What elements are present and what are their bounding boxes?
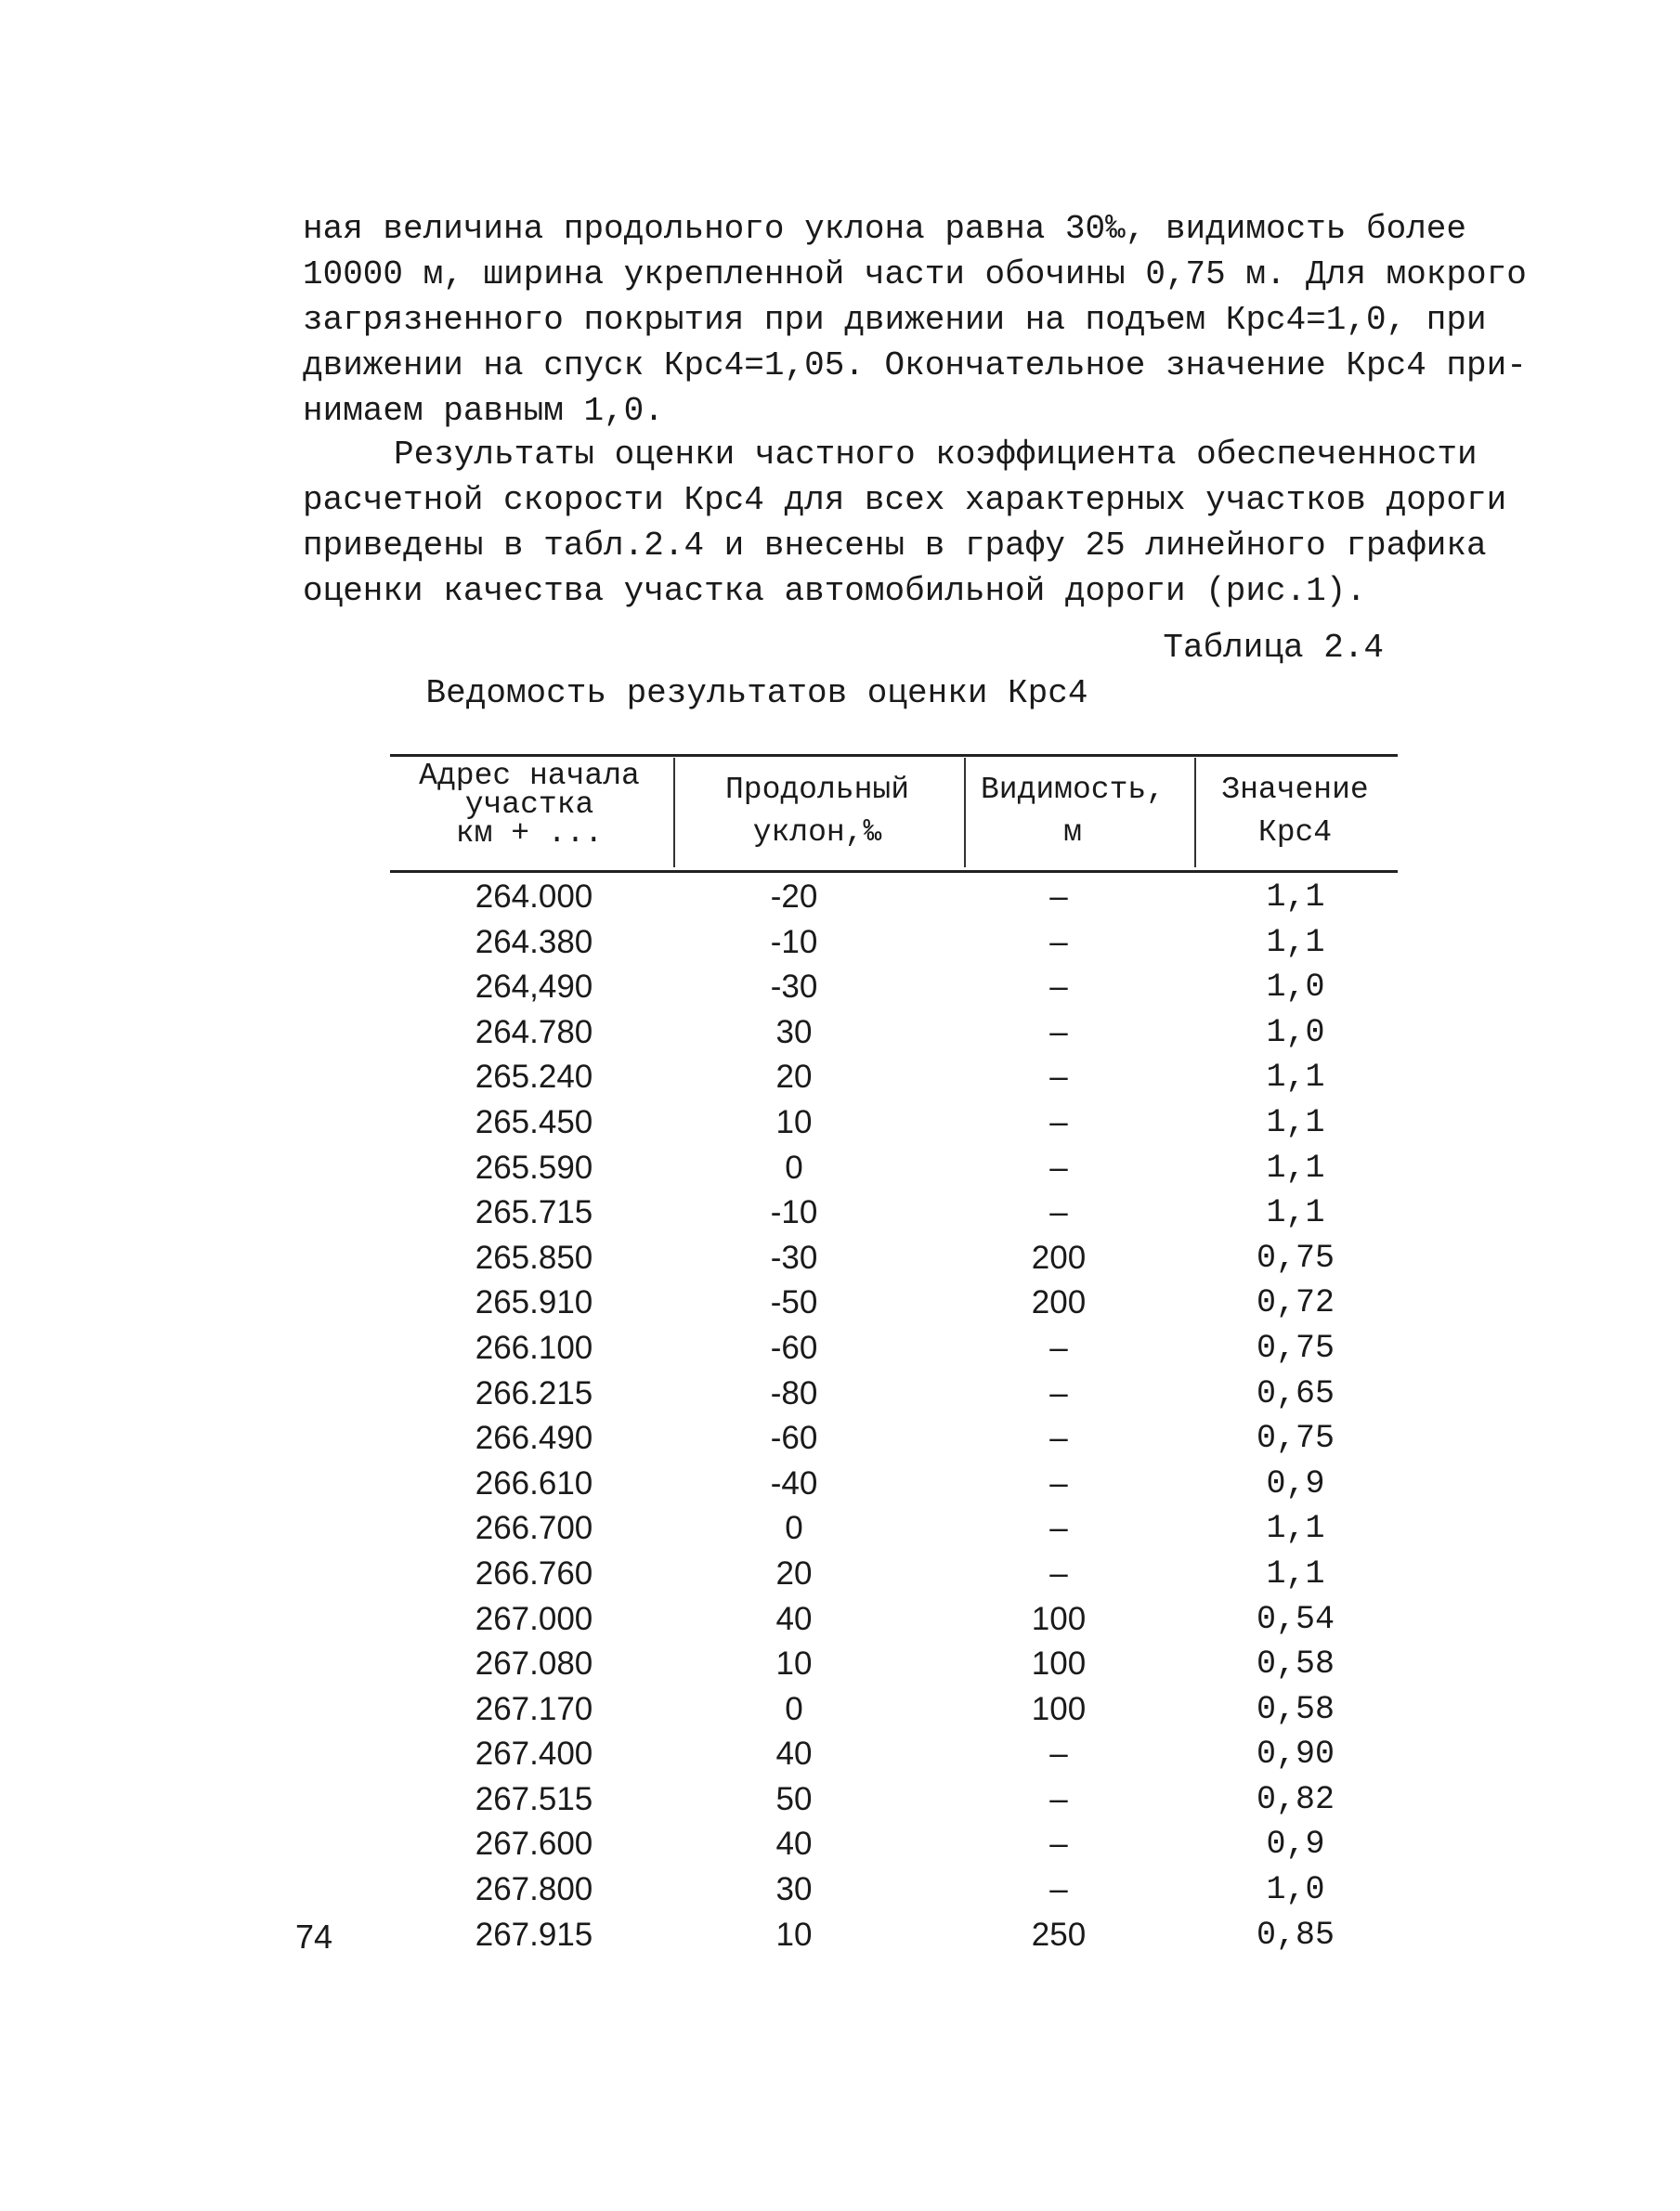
text-line: оценки качества участка автомобильной дороги (рис.1). [303,572,1366,610]
page-number: 74 [295,1918,333,1956]
text-line: ная величина продольного уклона равна 30‰, видимость более [303,210,1467,248]
paragraph-2 [303,432,1507,614]
cell-kpc: 1,1 [1266,1510,1325,1548]
cell-address: 264.780 [475,1013,593,1050]
table-row [390,1010,1398,1056]
cell-slope: 40 [775,1600,813,1637]
cell-visibility: – [1049,1871,1068,1908]
table-body [390,875,1398,1957]
header-text: Видимость, [980,773,1166,807]
cell-visibility: – [1049,1329,1068,1366]
cell-slope: 0 [785,1510,803,1547]
table-row [390,1732,1398,1777]
cell-address: 266.700 [475,1510,593,1547]
cell-address: 265.910 [475,1284,593,1321]
header-address [390,761,669,868]
cell-kpc: 0,72 [1256,1284,1335,1322]
cell-slope: 40 [775,1826,813,1863]
table-row [390,1055,1398,1100]
cell-kpc: 0,85 [1256,1916,1335,1954]
header-text: участка [464,787,594,822]
cell-address: 265.240 [475,1059,593,1096]
cell-kpc: 0,54 [1256,1600,1335,1638]
cell-slope: 0 [785,1690,803,1727]
table-row [390,1281,1398,1326]
cell-kpc: 1,0 [1266,1871,1325,1909]
cell-address: 267.600 [475,1826,593,1863]
cell-slope: 10 [775,1645,813,1683]
cell-visibility: – [1049,923,1068,960]
cell-kpc: 0,90 [1256,1736,1335,1774]
text-line: расчетной скорости Крс4 для всех характерных участков дороги [303,481,1507,519]
table-row [390,1462,1398,1507]
column-separator [1194,758,1196,867]
cell-address: 267.000 [475,1600,593,1637]
cell-kpc: 1,1 [1266,923,1325,961]
cell-slope: -50 [770,1284,818,1321]
table-title: Ведомость результатов оценки Крс4 [425,674,1088,712]
cell-slope: 40 [775,1736,813,1773]
table-row [390,1822,1398,1867]
table-row [390,875,1398,920]
cell-slope: -10 [770,923,818,960]
cell-address: 265.590 [475,1149,593,1186]
cell-visibility: – [1049,1013,1068,1050]
table-label: Таблица 2.4 [1163,629,1384,667]
text-line: Результаты оценки частного коэффициента обеспеченности [394,436,1478,474]
cell-address: 266.100 [475,1329,593,1366]
header-text: м [1063,815,1082,850]
header-text: Адрес начала [419,759,640,793]
cell-address: 267.400 [475,1736,593,1773]
cell-address: 264,490 [475,969,593,1006]
table-row [390,1597,1398,1643]
cell-address: 267.800 [475,1871,593,1908]
cell-slope: -20 [770,878,818,915]
header-text: Значение [1221,773,1369,807]
cell-kpc: 0,75 [1256,1420,1335,1458]
table-row [390,920,1398,966]
table-row [390,1506,1398,1552]
cell-slope: -80 [770,1374,818,1411]
cell-visibility: – [1049,1780,1068,1817]
cell-kpc: 0,65 [1256,1374,1335,1412]
cell-slope: -30 [770,969,818,1006]
cell-kpc: 0,9 [1266,1464,1325,1502]
cell-visibility: – [1049,878,1068,915]
header-text: уклон,‰ [752,815,882,850]
header-text: Крс4 [1257,815,1333,850]
cell-address: 266.760 [475,1554,593,1592]
cell-slope: 20 [775,1059,813,1096]
cell-address: 266.490 [475,1420,593,1457]
cell-slope: -60 [770,1329,818,1366]
cell-slope: 50 [775,1780,813,1817]
text-line: нимаем равным 1,0. [303,392,664,430]
cell-slope: -30 [770,1239,818,1276]
table-row [390,1236,1398,1281]
text-line: приведены в табл.2.4 и внесены в графу 25 линейного графика [303,527,1487,565]
header-kpc [1200,769,1390,876]
text-line: загрязненного покрытия при движении на подъем Крс4=1,0, при [303,301,1487,339]
cell-kpc: 1,1 [1266,1059,1325,1097]
cell-slope: 20 [775,1554,813,1592]
cell-address: 266.610 [475,1464,593,1502]
cell-address: 266.215 [475,1374,593,1411]
table-row [390,1777,1398,1823]
cell-visibility: – [1049,1149,1068,1186]
cell-address: 265.850 [475,1239,593,1276]
table-row [390,1642,1398,1687]
cell-slope: 30 [775,1013,813,1050]
cell-visibility: 100 [1031,1600,1087,1637]
cell-address: 265.450 [475,1103,593,1140]
cell-kpc: 0,58 [1256,1690,1335,1728]
table-row [390,1416,1398,1462]
cell-visibility: – [1049,1510,1068,1547]
table-header-rule [390,870,1398,873]
cell-kpc: 0,9 [1266,1826,1325,1864]
cell-kpc: 0,58 [1256,1645,1335,1684]
cell-address: 267.170 [475,1690,593,1727]
table-row [390,1100,1398,1146]
cell-address: 265.715 [475,1194,593,1231]
cell-kpc: 0,82 [1256,1780,1335,1818]
cell-visibility: – [1049,1826,1068,1863]
cell-visibility: – [1049,1374,1068,1411]
header-slope [678,769,957,876]
cell-kpc: 0,75 [1256,1329,1335,1367]
cell-visibility: 100 [1031,1645,1087,1683]
header-text: Продольный [724,773,910,807]
cell-kpc: 1,1 [1266,878,1325,916]
table-row [390,1190,1398,1236]
table-row [390,1372,1398,1417]
table-row [390,1326,1398,1372]
cell-visibility: – [1049,1736,1068,1773]
cell-kpc: 0,75 [1256,1239,1335,1277]
cell-visibility: 200 [1031,1239,1087,1276]
table-row [390,1146,1398,1191]
cell-kpc: 1,1 [1266,1554,1325,1593]
cell-slope: 30 [775,1871,813,1908]
cell-kpc: 1,0 [1266,1013,1325,1051]
text-line: движении на спуск Крс4=1,05. Окончательное значение Крс4 при- [303,346,1527,384]
cell-address: 264.000 [475,878,593,915]
text-line: 10000 м, ширина укрепленной части обочины 0,75 м. Для мокрого [303,255,1527,293]
cell-address: 267.515 [475,1780,593,1817]
table-row [390,1552,1398,1597]
cell-address: 267.080 [475,1645,593,1683]
cell-visibility: – [1049,969,1068,1006]
cell-visibility: – [1049,1554,1068,1592]
cell-slope: -60 [770,1420,818,1457]
cell-kpc: 1,1 [1266,1194,1325,1232]
table-row [390,965,1398,1010]
cell-slope: -10 [770,1194,818,1231]
cell-visibility: – [1049,1194,1068,1231]
cell-visibility: – [1049,1420,1068,1457]
paragraph-1 [303,206,1527,434]
cell-visibility: 250 [1031,1916,1087,1953]
table-row [390,1687,1398,1733]
header-visibility [966,769,1179,876]
cell-kpc: 1,0 [1266,969,1325,1007]
table-row [390,1867,1398,1913]
cell-slope: 10 [775,1916,813,1953]
cell-slope: -40 [770,1464,818,1502]
column-separator [673,758,675,867]
cell-visibility: – [1049,1103,1068,1140]
cell-slope: 0 [785,1149,803,1186]
cell-kpc: 1,1 [1266,1149,1325,1187]
cell-visibility: – [1049,1464,1068,1502]
cell-visibility: 200 [1031,1284,1087,1321]
cell-address: 267.915 [475,1916,593,1953]
table-row [390,1913,1398,1958]
header-text: км + ... [455,816,604,851]
table-top-rule [390,754,1398,757]
cell-visibility: – [1049,1059,1068,1096]
cell-slope: 10 [775,1103,813,1140]
cell-address: 264.380 [475,923,593,960]
cell-visibility: 100 [1031,1690,1087,1727]
cell-kpc: 1,1 [1266,1103,1325,1141]
